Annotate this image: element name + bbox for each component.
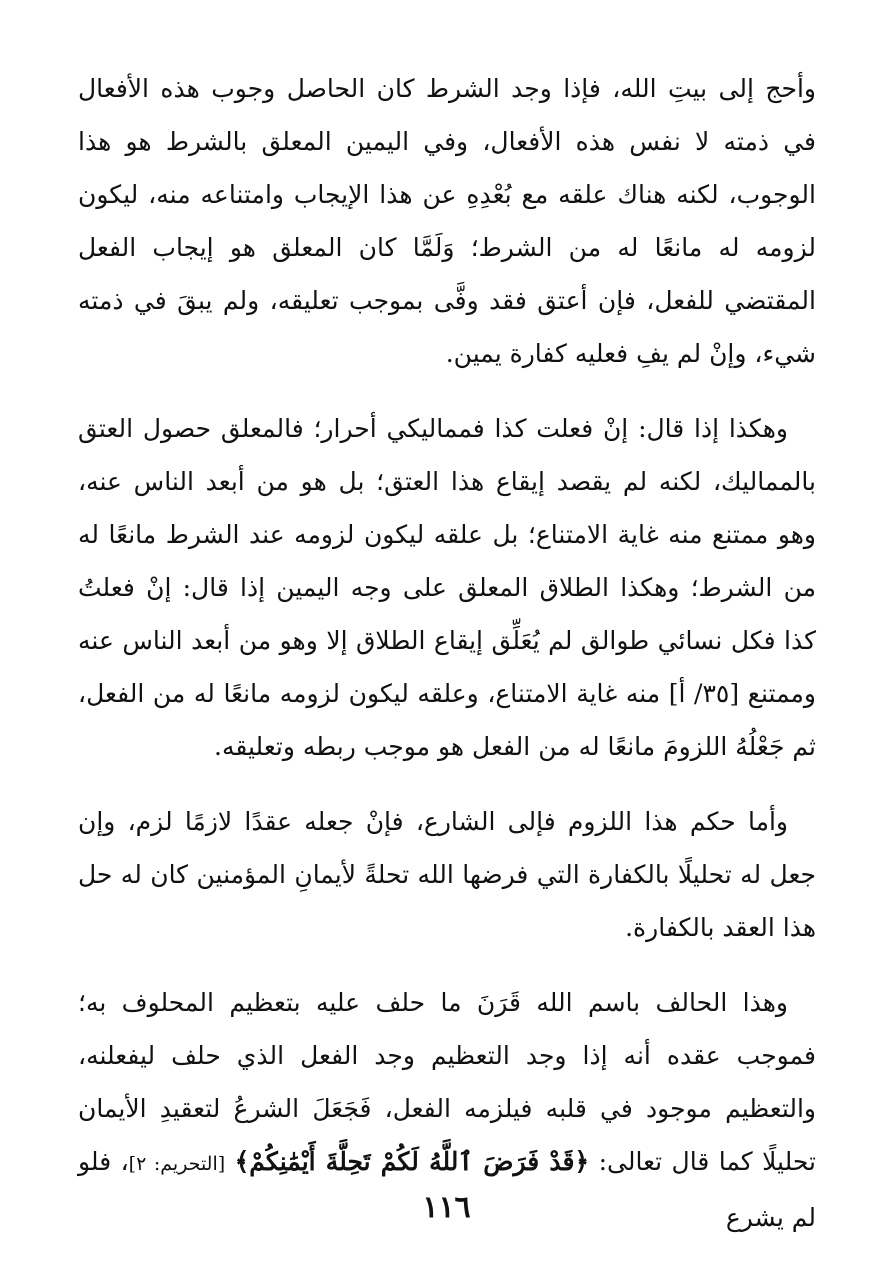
- paragraph-2: [78, 402, 816, 773]
- paragraph-3-text: وأما حكم هذا اللزوم فإلى الشارع، فإنْ جعله عقدًا لازمًا لزم، وإن جعل له تحليلًا بالكفارة التي فرضها الله تحلةً لأيمانِ المؤمنين كان له حل هذا العقد بالكفارة.: [78, 807, 816, 942]
- quran-verse: ﴿قَدْ فَرَضَ ٱللَّهُ لَكُمْ تَحِلَّةَ أَيْمَٰنِكُمْ﴾: [234, 1147, 590, 1176]
- page-body: [78, 62, 816, 1266]
- paragraph-4-text: وهذا الحالف باسم الله قَرَنَ ما حلف عليه بتعظيم المحلوف به؛ فموجب عقده أنه إذا وجد التعظيم وجد الفعل الذي حلف ليفعلنه، والتعظيم موجود في قلبه فيلزمه الفعل، فَجَعَلَ الشرعُ لتعقيدِ الأيمان تحليلًا كما قال تعالى:: [78, 988, 816, 1176]
- paragraph-1-text: وأحج إلى بيتِ الله، فإذا وجد الشرط كان الحاصل وجوب هذه الأفعال في ذمته لا نفس هذه الأفعال، وفي اليمين المعلق بالشرط هو هذا الوجوب، لكنه هناك علقه مع بُعْدِهِ عن هذا الإيجاب وامتناعه منه، ليكون لزومه له مانعًا له من الشرط؛ وَلَمَّا كان المعلق هو إيجاب الفعل المقتضي للفعل، فإن أعتق فقد وفَّى بموجب تعليقه، ولم يبقَ في ذمته شيء، وإنْ لم يفِ فعليه كفارة يمين.: [78, 74, 816, 368]
- paragraph-2-text: وهكذا إذا قال: إنْ فعلت كذا فمماليكي أحرار؛ فالمعلق حصول العتق بالمماليك، لكنه لم يقصد إيقاع هذا العتق؛ بل هو من أبعد الناس عنه، وهو ممتنع منه غاية الامتناع؛ بل علقه ليكون لزومه عند الشرط مانعًا له من الشرط؛ وهكذا الطلاق المعلق على وجه اليمين إذا قال: إنْ فعلتُ كذا فكل نسائي طوالق لم يُعَلِّق إيقاع الطلاق إلا وهو من أبعد الناس عنه وممتنع [٣٥/ أ] منه غاية الامتناع، وعلقه ليكون لزومه مانعًا له من الفعل، ثم جَعْلُهُ اللزومَ مانعًا له من الفعل هو موجب ربطه وتعليقه.: [78, 414, 816, 761]
- paragraph-3: [78, 795, 816, 954]
- paragraph-4-tail: ، فلو لم يشرع: [78, 1147, 816, 1232]
- verse-reference: [التحريم: ٢]: [128, 1153, 226, 1175]
- page-number: ١١٦: [422, 1190, 471, 1225]
- spacer-text: [225, 1147, 234, 1176]
- paragraph-1: [78, 62, 816, 380]
